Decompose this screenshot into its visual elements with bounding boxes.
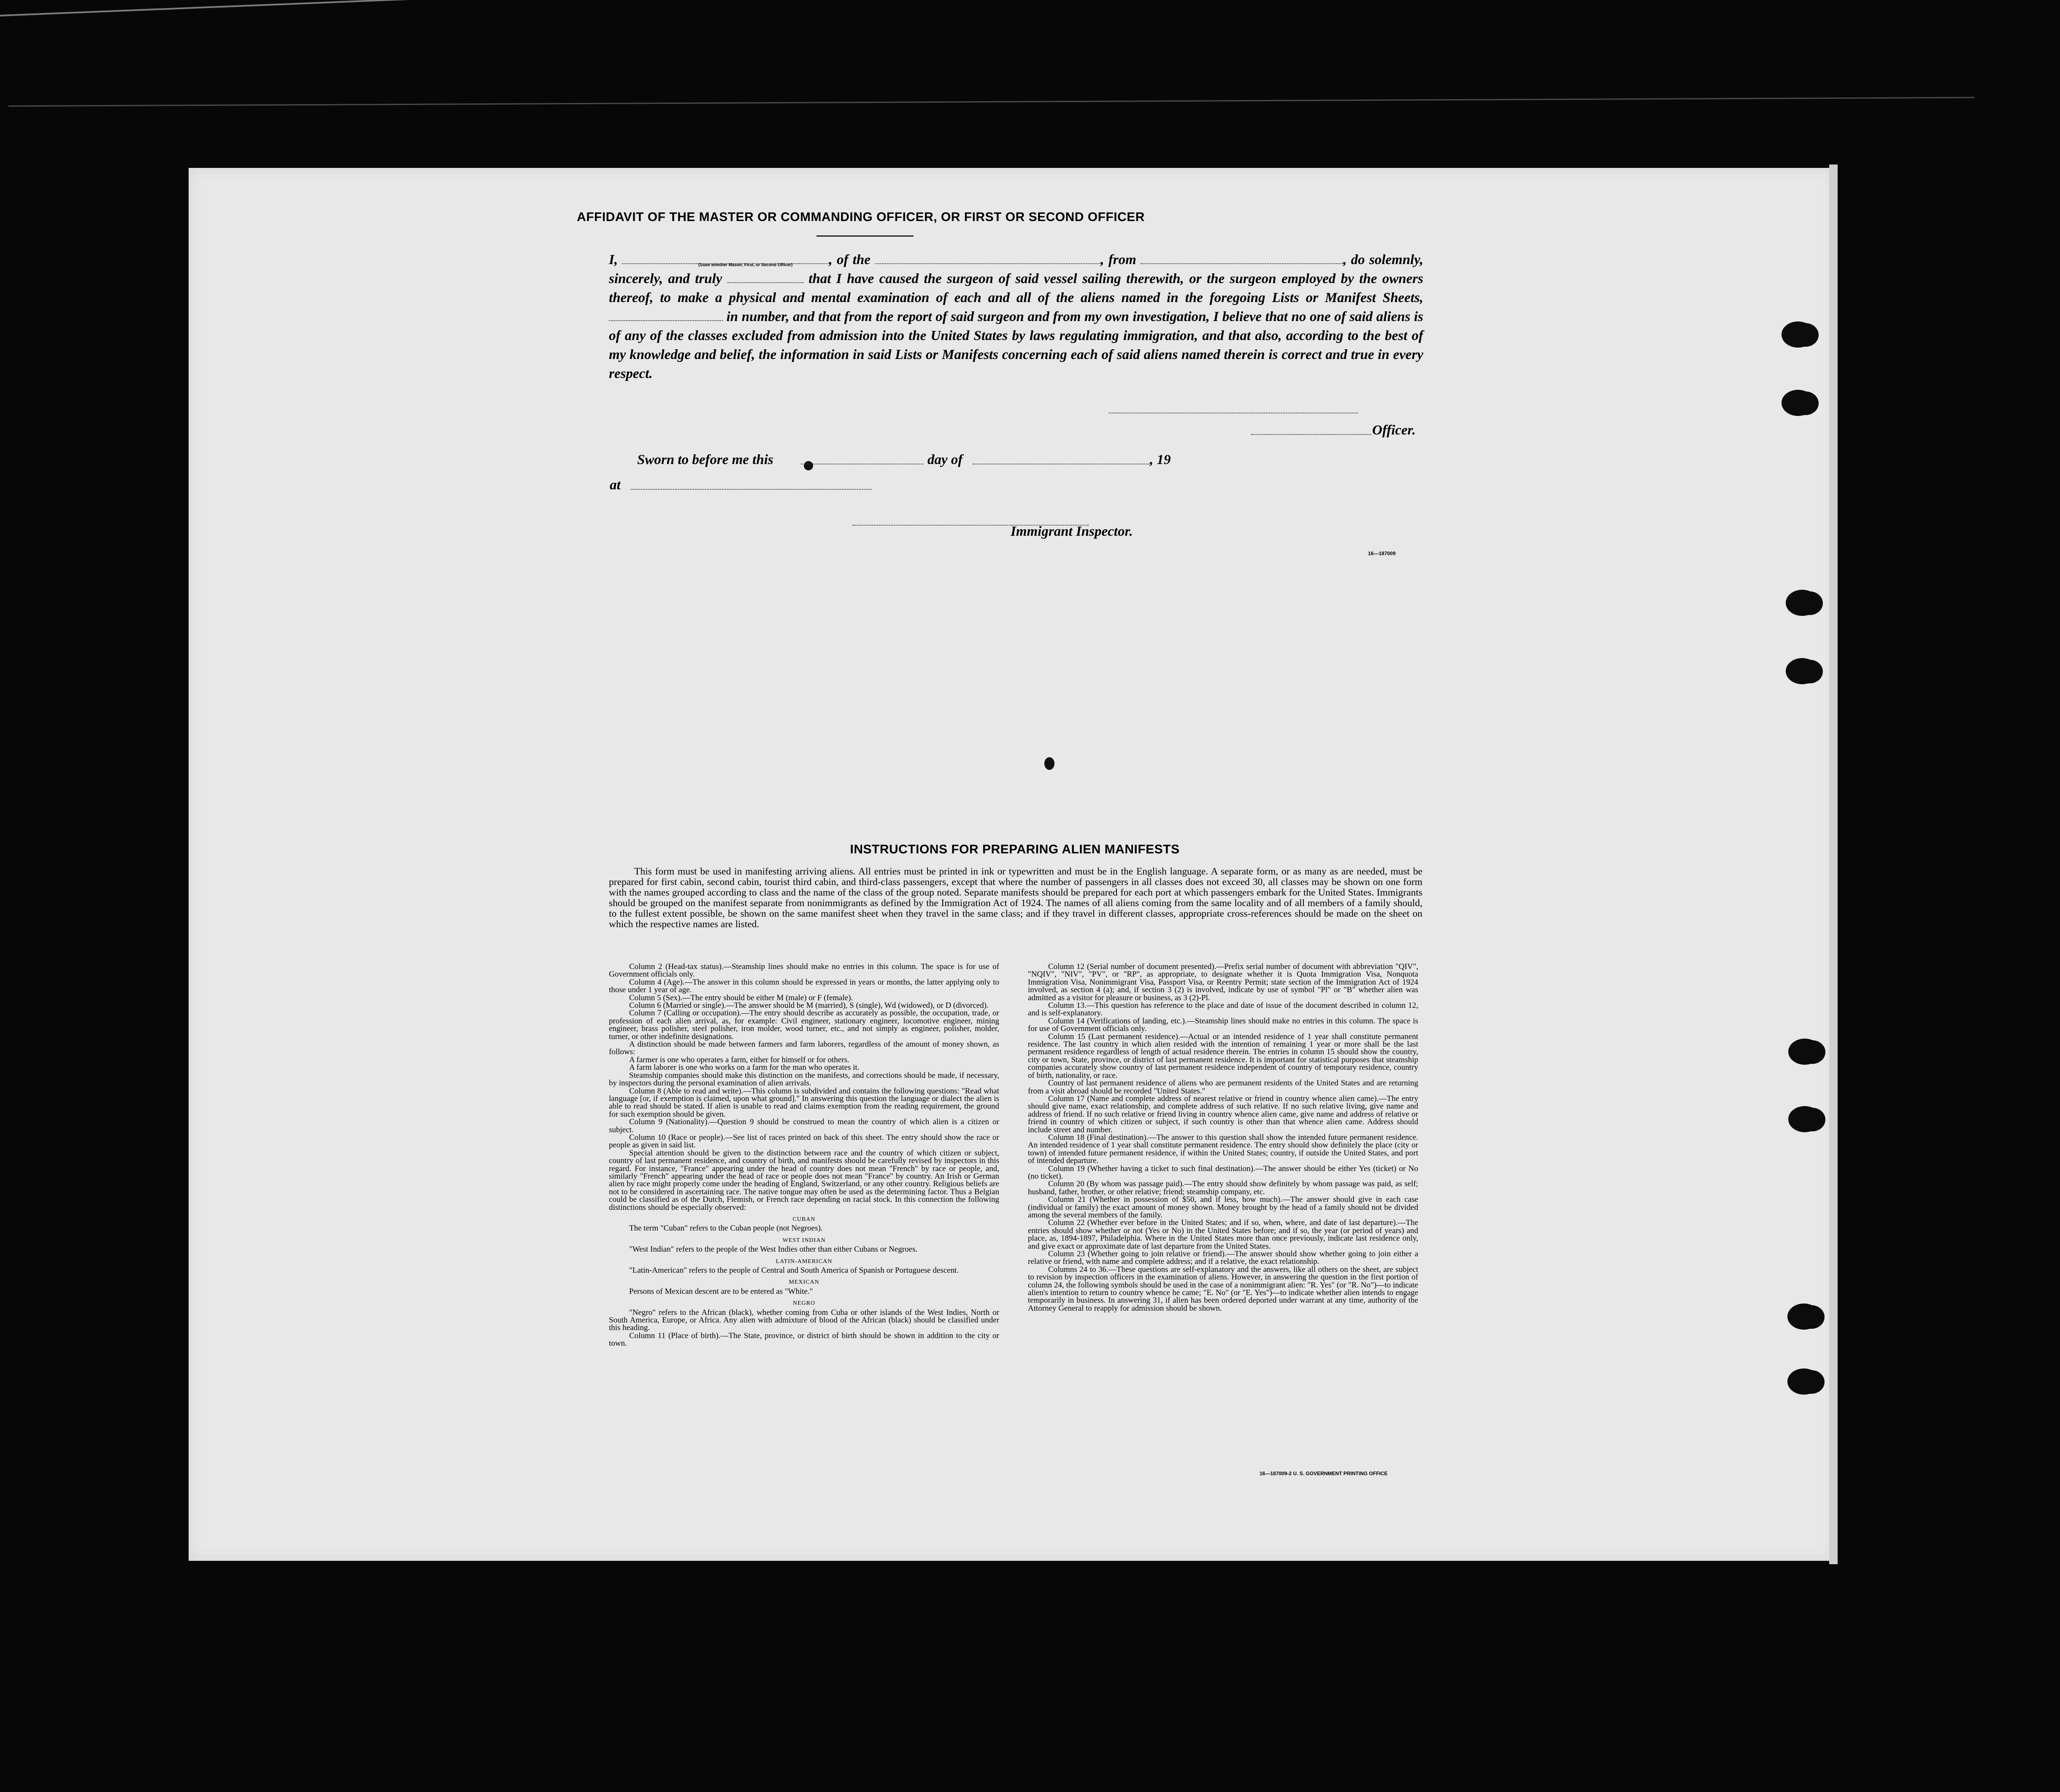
- punch-hole: [1786, 658, 1819, 684]
- vessel-name-blank[interactable]: [875, 254, 1100, 264]
- paragraph: Column 17 (Name and complete address of nearest relative or friend in country whence alien came).—The entry should give name, exact relationship, and complete address of such relative. If no such relative living, give name and address of friend. If no such relative or friend living in country whence alien came, give name and address of relative or friend in country of which citizen or subject, if such country is other than that whence alien came. Address should include street and number.: [1028, 1094, 1418, 1134]
- sworn-place-blank[interactable]: [631, 488, 871, 490]
- text-do: , do: [1343, 252, 1365, 267]
- ink-smudge: [1044, 757, 1054, 770]
- port-from-blank[interactable]: [1141, 254, 1343, 264]
- paragraph: Column 23 (Whether going to join relative or friend).—The answer should show whether going to join either a relative or friend, with name and complete address; and if a relative, the exact relationship.: [1028, 1250, 1418, 1266]
- paragraph: Columns 24 to 36.—These questions are self-explanatory and the answers, like all others on the sheet, are subject to revision by inspection officers in the examination of aliens. However, in answering the question in the first portion of column 24, the following symbols should be used in the case of a nonimmigrant alien: "R. Yes" (or "R. No")—to indicate alien's intention to return to country whence he came; "E. No" (or "E. Yes")—to indicate whether alien intends to engage temporarily in business. In answering 31, if alien has been ordered deported under warrant at any time, authority of the Attorney General to reapply for admission should be shown.: [1028, 1265, 1418, 1313]
- scan-edge-line: [0, 0, 1985, 109]
- paragraph: Persons of Mexican descent are to be entered as "White.": [629, 1287, 813, 1296]
- section-heading: LATIN-AMERICAN: [776, 1258, 833, 1265]
- punch-hole: [1782, 390, 1814, 416]
- paragraph: Column 2 (Head-tax status).—Steamship lines should make no entries in this column. The space is for use of Government officials only.: [609, 962, 999, 979]
- text-number: in number, and that from the report of said surgeon and from my own investigation, I believe that no one of said aliens is of any of the classes excluded from admission into the United States by laws regulating immigration, and that also, according to the best of my knowledge and belief, the information in said Lists or Manifests concerning each of said aliens named therein is correct and true in every respect.: [609, 309, 1424, 381]
- instructions-right-column: [1028, 963, 1418, 1312]
- officer-label: Officer.: [1372, 423, 1416, 438]
- paragraph: Column 4 (Age).—The answer in this column should be expressed in years or months, the latter applying only to those under 1 year of age.: [609, 977, 999, 995]
- section-heading: WEST INDIAN: [782, 1237, 826, 1244]
- text-of-the: , of the: [829, 252, 870, 267]
- paragraph: Column 13.—This question has reference to the place and date of issue of the document described in column 12, and is self-explanatory.: [1028, 1001, 1418, 1018]
- officer-name-blank[interactable]: [622, 254, 829, 264]
- instructions-left-column: [609, 963, 999, 1348]
- paragraph: Column 21 (Whether in possession of $50, and if less, how much).—The answer should give in each case (individual or family) the exact amount of money shown. Money brought by the head of a family should not be divided among the several members of the family.: [1028, 1195, 1418, 1220]
- paragraph: Column 19 (Whether having a ticket to such final destination).—The answer should be either Yes (ticket) or No (no ticket).: [1028, 1164, 1418, 1181]
- sworn-label: Sworn to before me this: [637, 452, 773, 467]
- punch-hole: [1787, 1304, 1820, 1330]
- affidavit-title: AFFIDAVIT OF THE MASTER OR COMMANDING OFFICER, OR FIRST OR SECOND OFFICER: [577, 210, 1145, 224]
- sworn-day-blank[interactable]: [801, 463, 923, 464]
- officer-rank-note: (State whether Master, First, or Second Officer): [698, 263, 793, 267]
- instructions-intro: This form must be used in manifesting arriving aliens. All entries must be printed in ink or typewritten and must be in the English language. A separate form, or as many as are needed, must be prepared for first cabin, second cabin, tourist third cabin, and third-class passengers, except that where the number of passengers in all classes does not exceed 30, all classes may be shown on one form with the names grouped according to class and the name of the class of the group noted. Separate manifests should be prepared for each port at which passengers embark for the United States. Immigrants should be grouped on the manifest separate from nonimmigrants as defined by the Immigration Act of 1924. The names of all aliens coming from the same locality and of all members of a family should, to the fullest extent possible, be shown on the same manifest sheet when they travel in the same class; and if they travel in different classes, appropriate cross-references should be made on the sheet on which the respective names are listed.: [609, 866, 1422, 930]
- signature-line[interactable]: [1109, 412, 1358, 413]
- paragraph: Column 20 (By whom was passage paid).—The entry should show definitely by whom passage was paid, as self; husband, father, brother, or other relative; friend; steamship company, etc.: [1028, 1179, 1418, 1196]
- punch-hole: [1786, 590, 1819, 616]
- form-code: 16—187009: [1368, 551, 1396, 556]
- title-rule: [816, 235, 914, 237]
- sheet-count-blank[interactable]: [609, 311, 723, 321]
- text-comma: ,: [1100, 252, 1104, 267]
- text-surgeon: that I have caused the surgeon of said vessel sailing therewith, or the surgeon employed by the owners thereof, to make a physical and mental examination of each and all of the aliens named in the foregoing Lists or Manifest Sheets,: [609, 271, 1423, 305]
- punch-hole: [1787, 1368, 1820, 1395]
- paragraph: Special attention should be given to the distinction between race and the country of which citizen or subject, country of last permanent residence, and country of birth, and manifests should be carefully revised by inspectors in this regard. For instance, "France" appearing under the head of country does not mean "French" by race or people, and, similarly "French" appearing under the head of race or people does not mean "France" by country. An Irish or German alien by race might properly come under the heading of England, Switzerland, or any other country. Religious beliefs are not to be considered in ascertaining race. The native tongue may often be used as the determining factor. Thus a Belgian could be classified as of the Dutch, Flemish, or French race depending on racial stock. In this connection the following distinctions should be especially observed:: [609, 1148, 999, 1212]
- paragraph: Column 22 (Whether ever before in the United States; and if so, when, where, and date of last departure).—The entries should show whether or not (Yes or No) in the United States before; and if so, the year (or period of years) and place, as, 1894-1897, Philadelphia. Where in the United States more than once previously, indicate last residence only, and give exact or approximate date of last departure from the United States.: [1028, 1218, 1418, 1251]
- punch-hole: [1788, 1106, 1821, 1132]
- paragraph: Column 9 (Nationality).—Question 9 should be construed to mean the country of which alien is a citizen or subject.: [609, 1117, 999, 1134]
- section-heading: MEXICAN: [789, 1279, 819, 1286]
- section-heading: CUBAN: [792, 1216, 816, 1223]
- text-from: from: [1108, 252, 1136, 267]
- text-solemnly: solemnly, sincerely, and truly: [609, 252, 1424, 286]
- paragraph: Column 12 (Serial number of document presented).—Prefix serial number of document with abbreviation "QIV", "NQIV", "NIV", "PV", or "RP", as appropriate, to designate whether it is Quota Immigration Visa, Nonquota Immigration Visa, Nonimmigrant Visa, Passport Visa, or Reentry Permit; state section of the Immigration Act of 1924 involved, as section 4 (a); and, if section 3 (2) is involved, indicate by use of symbol "Pl" or "B" whether alien was admitted as a visitor for pleasure or business, as 3 (2)-Pl.: [1028, 962, 1418, 1002]
- paragraph: Column 18 (Final destination).—The answer to this question shall show the intended future permanent residence. An intended residence of 1 year shall constitute permanent residence. The entry should show definitely the place (city or town) of intended future permanent residence, if within the United States; country, if outside the United States, and port of intended departure.: [1028, 1133, 1418, 1166]
- year-label: , 19: [1150, 452, 1171, 467]
- paragraph: "Negro" refers to the African (black), whether coming from Cuba or other islands of the West Indies, North or South America, Europe, or Africa. Any alien with admixture of blood of the African (black) should be classified under this heading.: [609, 1308, 999, 1333]
- paragraph: Column 8 (Able to read and write).—This column is subdivided and contains the following questions: "Read what language [or, if exemption is claimed, upon what ground]." In answering this question the language or dialect the alien is able to read should be stated. If alien is unable to read and claims exemption from the reading requirement, the ground for such exemption should be given.: [609, 1086, 999, 1119]
- inspector-label: Immigrant Inspector.: [1011, 524, 1133, 539]
- oath-blank[interactable]: [727, 273, 803, 283]
- sworn-month-blank[interactable]: [973, 463, 1150, 464]
- day-of-label: day of: [927, 452, 963, 467]
- officer-title-line[interactable]: [1251, 433, 1371, 435]
- paragraph: Column 7 (Calling or occupation).—The entry should describe as accurately as possible, the occupation, trade, or profession of each alien arrival, as, for example: Civil engineer, stationary engineer, locomotive engineer, mining engineer, brass polisher, steel polisher, iron molder, wood turner, etc., and not simply as engineer, polisher, molder, turner, or other indefinite designations.: [609, 1009, 999, 1041]
- paragraph: A distinction should be made between farmers and farm laborers, regardless of the amount of money shown, as follows:: [609, 1040, 999, 1057]
- paragraph: A farm laborer is one who works on a farm for the man who operates it.: [629, 1063, 860, 1072]
- paragraph: A farmer is one who operates a farm, either for himself or for others.: [629, 1055, 849, 1064]
- paragraph: Column 15 (Last permanent residence).—Actual or an intended residence of 1 year shall constitute permanent residence. The last country in which alien resided with the intention of remaining 1 year or more shall be the last permanent residence regardless of length of actual residence therein. The entries in column 15 should show the country, city or town, State, province, or district of last permanent residence. It is important for statistical purposes that steamship companies accurately show country of last permanent residence independent of country of temporary residence, country of birth, nationality, or race.: [1028, 1032, 1418, 1080]
- affidavit-body: [609, 251, 1423, 383]
- text-i: I,: [609, 252, 618, 267]
- page-edge: [1829, 165, 1838, 1564]
- instructions-title: INSTRUCTIONS FOR PREPARING ALIEN MANIFESTS: [850, 842, 1180, 856]
- printing-office-footer: 16—187009-2 U. S. GOVERNMENT PRINTING OFFICE: [1260, 1471, 1388, 1476]
- paragraph: Column 11 (Place of birth).—The State, province, or district of birth should be shown in addition to the city or town.: [609, 1331, 999, 1348]
- paragraph: Country of last permanent residence of aliens who are permanent residents of the United States and are returning from a visit abroad should be recorded "United States.": [1028, 1079, 1418, 1096]
- paragraph: Column 6 (Married or single).—The answer should be M (married), S (single), Wd (widowed), or D (divorced).: [629, 1001, 989, 1010]
- punch-hole: [1788, 1039, 1821, 1065]
- paragraph: "West Indian" refers to the people of the West Indies other than either Cubans or Negroes.: [629, 1245, 918, 1254]
- paragraph: Column 5 (Sex).—The entry should be either M (male) or F (female).: [629, 993, 853, 1002]
- paragraph: The term "Cuban" refers to the Cuban people (not Negroes).: [629, 1224, 823, 1233]
- section-heading: NEGRO: [792, 1300, 816, 1307]
- paragraph: Column 14 (Verifications of landing, etc.).—Steamship lines should make no entries in this column. The space is for use of Government officials only.: [1028, 1016, 1418, 1034]
- punch-hole: [1782, 321, 1814, 348]
- paragraph: Steamship companies should make this distinction on the manifests, and corrections should be made, if necessary, by inspectors during the personal examination of alien arrivals.: [609, 1071, 999, 1088]
- paragraph: Column 10 (Race or people).—See list of races printed on back of this sheet. The entry should show the race or people as given in said list.: [609, 1133, 999, 1150]
- at-label: at: [610, 478, 621, 493]
- paragraph: "Latin-American" refers to the people of Central and South America of Spanish or Portuguese descent.: [629, 1266, 959, 1275]
